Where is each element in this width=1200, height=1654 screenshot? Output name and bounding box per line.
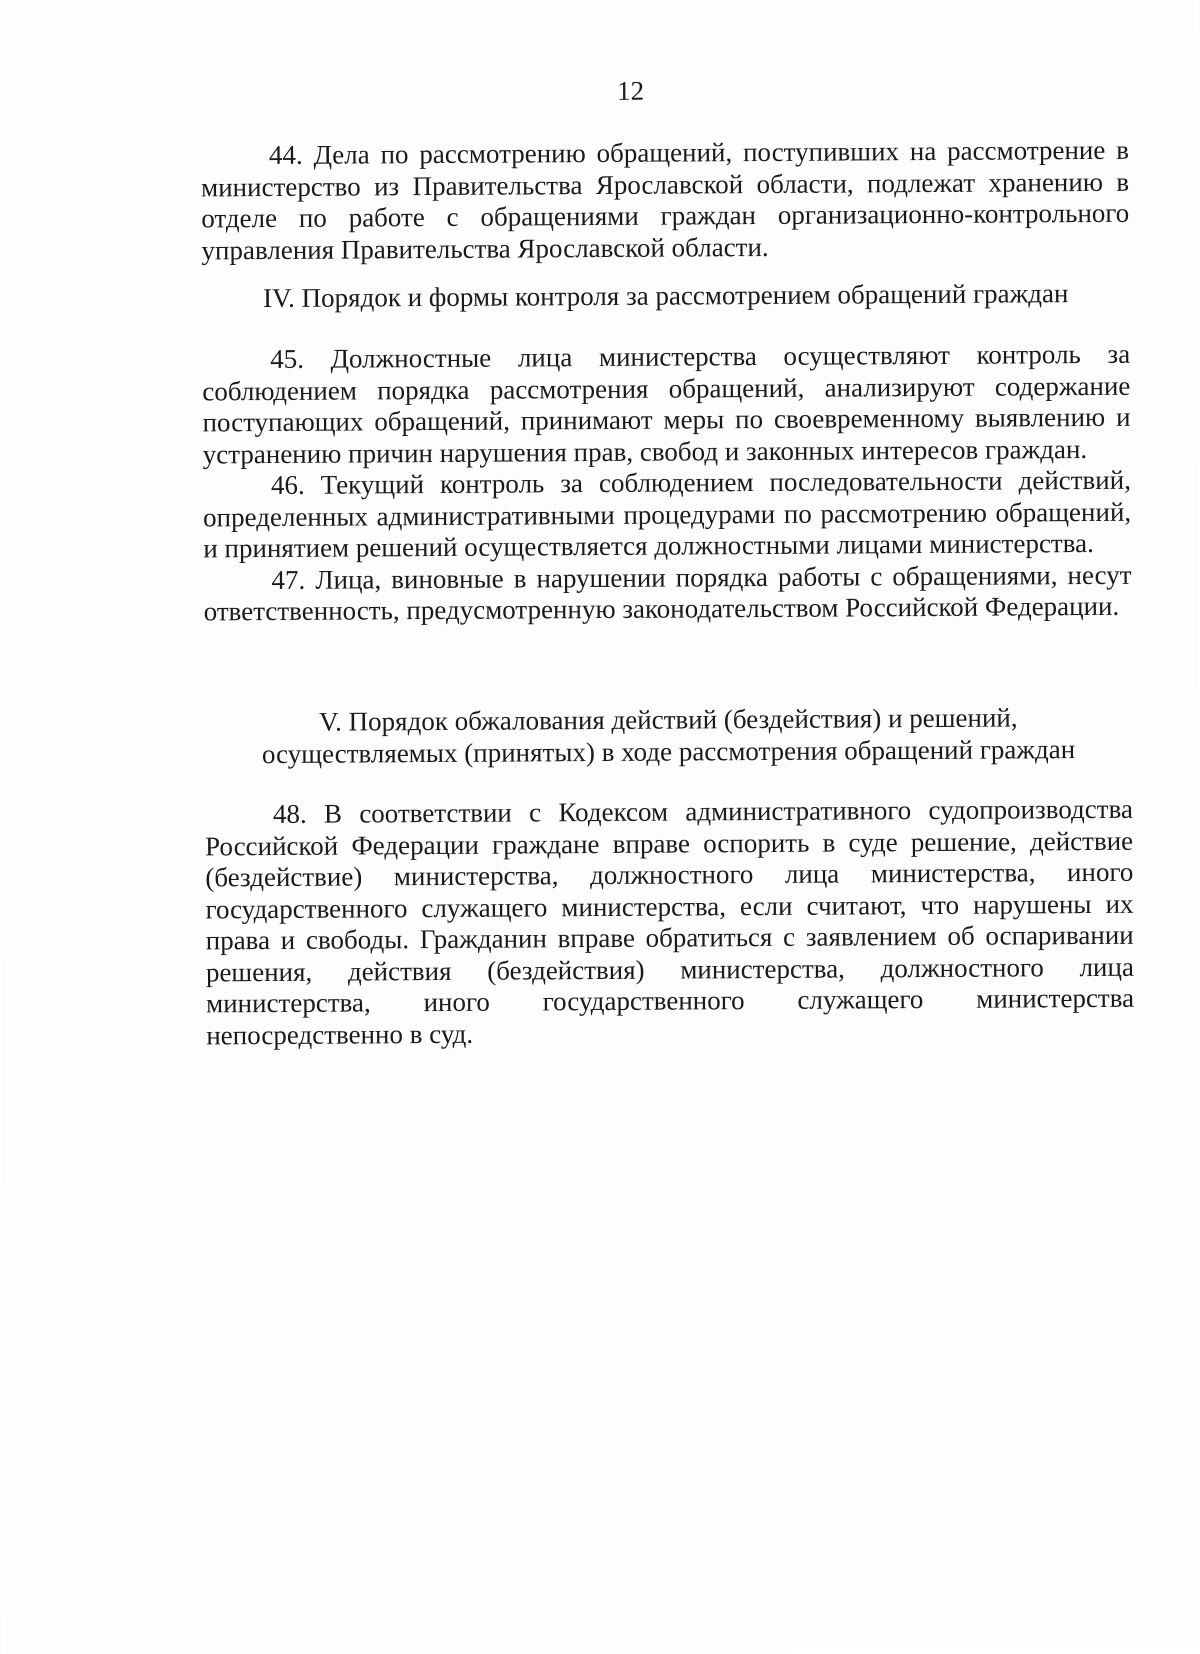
paragraph-44-text: 44. Дела по рассмотрению обращений, поступивших на рассмотрение в министерство из Правительства Ярославской области, подлежат хранению в отделе по работе с обращениями граждан организационно-контрольного управления Правительства Ярославской области.	[201, 134, 1130, 265]
paragraph-44	[201, 135, 1130, 267]
page-number: 12	[616, 75, 645, 106]
paragraph-45: 45. Должностные лица министерства осуществляют контроль за соблюдением порядка рассмотрения обращений, анализируют содержание поступающих обращений, принимают меры по своевременному выявлению и устранению причин нарушения прав, свобод и законных интересов граждан.	[202, 338, 1131, 469]
section-v-heading	[204, 702, 1132, 771]
section-v-title-line-1: V. Порядок обжалования действий (бездействия) и решений,	[319, 702, 1018, 737]
paragraph-48	[205, 794, 1135, 1052]
section-iv-title: IV. Порядок и формы контроля за рассмотрением обращений граждан	[263, 278, 1069, 314]
section-v-title-line-2: осуществляемых (принятых) в ходе рассмотрения обращений граждан	[261, 733, 1076, 769]
paragraph-46: 46. Текущий контроль за соблюдением последовательности действий, определенных административными процедурами по рассмотрению обращений, и принятием решений осуществляется должностными лицами министерства.	[203, 464, 1132, 564]
section-iv-heading	[202, 278, 1130, 315]
paragraph-47: 47. Лица, виновные в нарушении порядка работы с обращениями, несут ответственность, предусмотренную законодательством Российской Федерации.	[203, 559, 1132, 627]
section-iv-body	[202, 339, 1132, 628]
paragraph-48-text: 48. В соответствии с Кодексом административного судопроизводства Российской Федерации граждане вправе оспорить в суде решение, действие (бездействие) министерства, должностного лица министерства, иного государственного служащего министерства, если считают, что нарушены их права и свободы. Гражданин вправе обратиться с заявлением об оспаривании решения, действия (бездействия) министерства, должностного лица министерства, иного государственного служащего министерства непосредственно в суд.	[205, 793, 1135, 1050]
